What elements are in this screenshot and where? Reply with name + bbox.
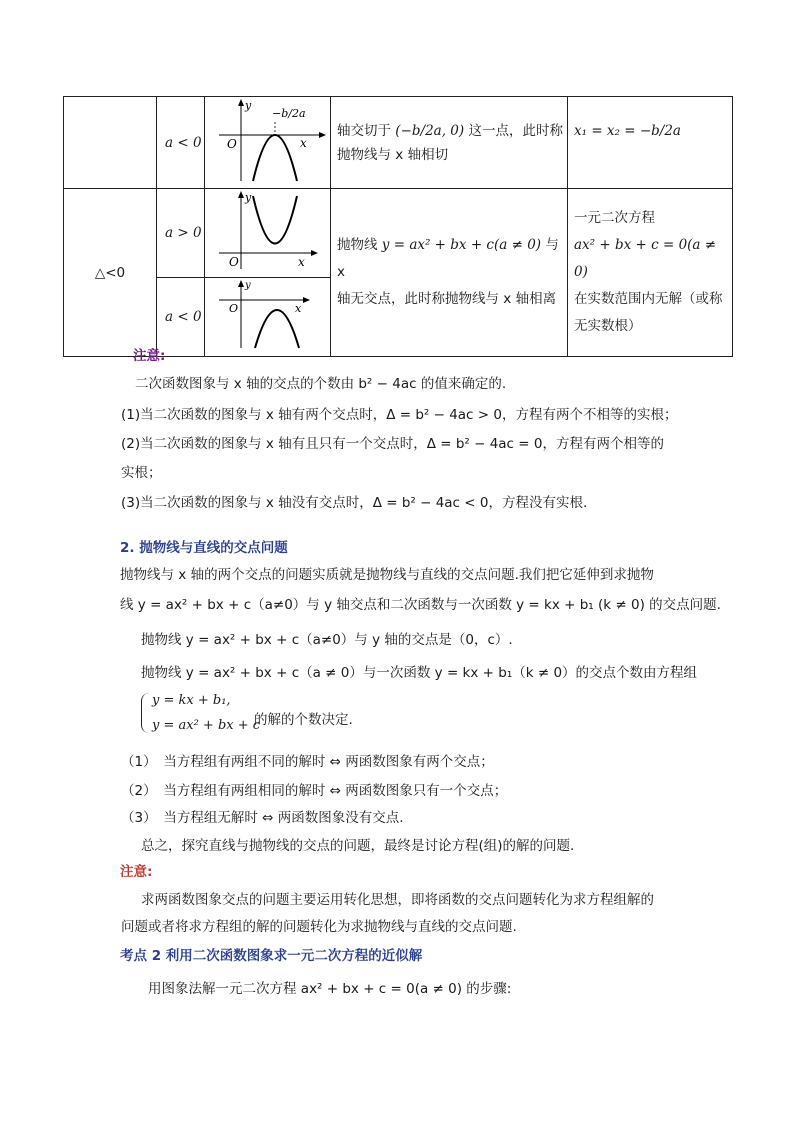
graph-no-root-down [205,278,330,352]
list-item: （3） 当方程组无解时 ⇔ 两函数图象没有交点. [121,810,404,826]
section-paragraph: 线 y = ax² + bx + c（a≠0）与 y 轴交点和二次函数与一次函数 y = kx + b₁ (k ≠ 0) 的交点问题. [120,597,721,613]
note-title: 注意: [120,864,153,880]
axis-y-label: y [245,280,251,291]
system-eq-2: y = ax² + bx + c [152,718,261,733]
note-item-3: (3)当二次函数的图象与 x 轴没有交点时，Δ = b² − 4ac < 0，方程没有实根. [121,495,588,511]
table-cell-graph-down [205,278,331,357]
note-title: 注意: [133,348,166,364]
graph-tangent [205,97,330,184]
table-cell-separate-desc [331,189,568,357]
list-item: （1） 当方程组有两组不同的解时 ⇔ 两函数图象有两个交点； [121,754,494,770]
table-cell-graph-tangent [205,97,331,189]
vertex-label: −b/2a [272,107,306,120]
table-cell-delta-empty [64,97,157,189]
axis-x-label: x [298,255,305,269]
tangent-desc-mid: 这一点，此时称 [468,122,563,139]
delta-negative-label: △<0 [94,264,126,281]
separate-desc-b: 与 x [337,237,559,280]
tangent-desc-line2: 抛物线与 x 轴相切 [337,146,449,163]
roots-equal: x₁ = x₂ = −b/2a [574,123,681,139]
parabola-equation: y = ax² + bx + c(a ≠ 0) [381,237,542,253]
note-line: 问题或者将求方程组的解的问题转化为求抛物线与直线的交点问题. [121,919,517,935]
note-item-2-cont: 实根； [121,465,162,481]
table-cell-tangent-desc [331,97,568,189]
axis-x-label: x [295,302,302,315]
note-line: 求两函数图象交点的问题主要运用转化思想，即将函数的交点问题转化为求方程组解的 [141,892,654,908]
section-paragraph: 抛物线与 x 轴的两个交点的问题实质就是抛物线与直线的交点问题.我们把它延伸到求抛物 [120,567,654,583]
kaodian-line: 用图象法解一元二次方程 ax² + bx + c = 0(a ≠ 0) 的步骤: [148,981,512,997]
table-cell-condition [157,97,205,189]
kaodian-heading: 考点 2 利用二次函数图象求一元二次方程的近似解 [120,948,423,964]
tangent-desc-prefix: 轴交切于 [337,122,391,139]
table-cell-delta-negative [64,189,157,357]
table-cell-condition-positive [157,189,205,278]
condition-a-negative-2: a < 0 [165,309,202,325]
no-roots-line3: 在实数范围内无解（或称 [574,291,723,307]
origin-label: O [227,137,237,151]
axis-y-label: y [245,99,252,112]
system-brace [141,693,152,733]
system-eq-1: y = kx + b₁, [152,693,231,708]
section-summary: 总之，探究直线与抛物线的交点的问题，最终是讨论方程(组)的解的问题. [141,838,575,854]
note-line: 二次函数图象与 x 轴的交点的个数由 b² − 4ac 的值来确定的. [135,376,507,392]
discriminant-table [63,96,733,357]
origin-label: O [229,255,239,269]
no-roots-line1: 一元二次方程 [574,210,655,226]
separate-desc-line2: 轴无交点，此时称抛物线与 x 轴相离 [337,291,557,307]
no-roots-equation: ax² + bx + c = 0(a ≠ 0) [574,237,717,280]
graph-no-root-up [205,189,330,273]
section-heading: 2. 抛物线与直线的交点问题 [120,540,288,556]
section-paragraph: 抛物线 y = ax² + bx + c（a ≠ 0）与一次函数 y = kx + b₁（k ≠ 0）的交点个数由方程组 [141,665,698,681]
axis-y-label: y [245,191,252,204]
note-item-2: (2)当二次函数的图象与 x 轴有且只有一个交点时，Δ = b² − 4ac = 0，方程有两个相等的 [121,436,664,452]
table-cell-roots-equal [568,97,733,189]
table-cell-graph-up [205,189,331,278]
tangent-point: (−b/2a, 0) [395,122,465,139]
axis-x-label: x [300,136,307,150]
separate-desc-a: 抛物线 [337,237,378,253]
note-item-1: (1)当二次函数的图象与 x 轴有两个交点时，Δ = b² − 4ac > 0，方程有两个不相等的实根； [121,407,678,423]
condition-a-negative: a < 0 [165,134,202,151]
condition-a-positive: a > 0 [165,225,202,241]
section-paragraph: 抛物线 y = ax² + bx + c（a≠0）与 y 轴的交点是（0，c）. [141,632,513,648]
list-item: （2） 当方程组有两组相同的解时 ⇔ 两函数图象只有一个交点； [121,783,508,799]
no-roots-line4: 无实数根） [574,318,642,334]
system-suffix: 的解的个数决定. [254,712,353,728]
table-cell-no-roots [568,189,733,357]
origin-label: O [229,302,239,315]
